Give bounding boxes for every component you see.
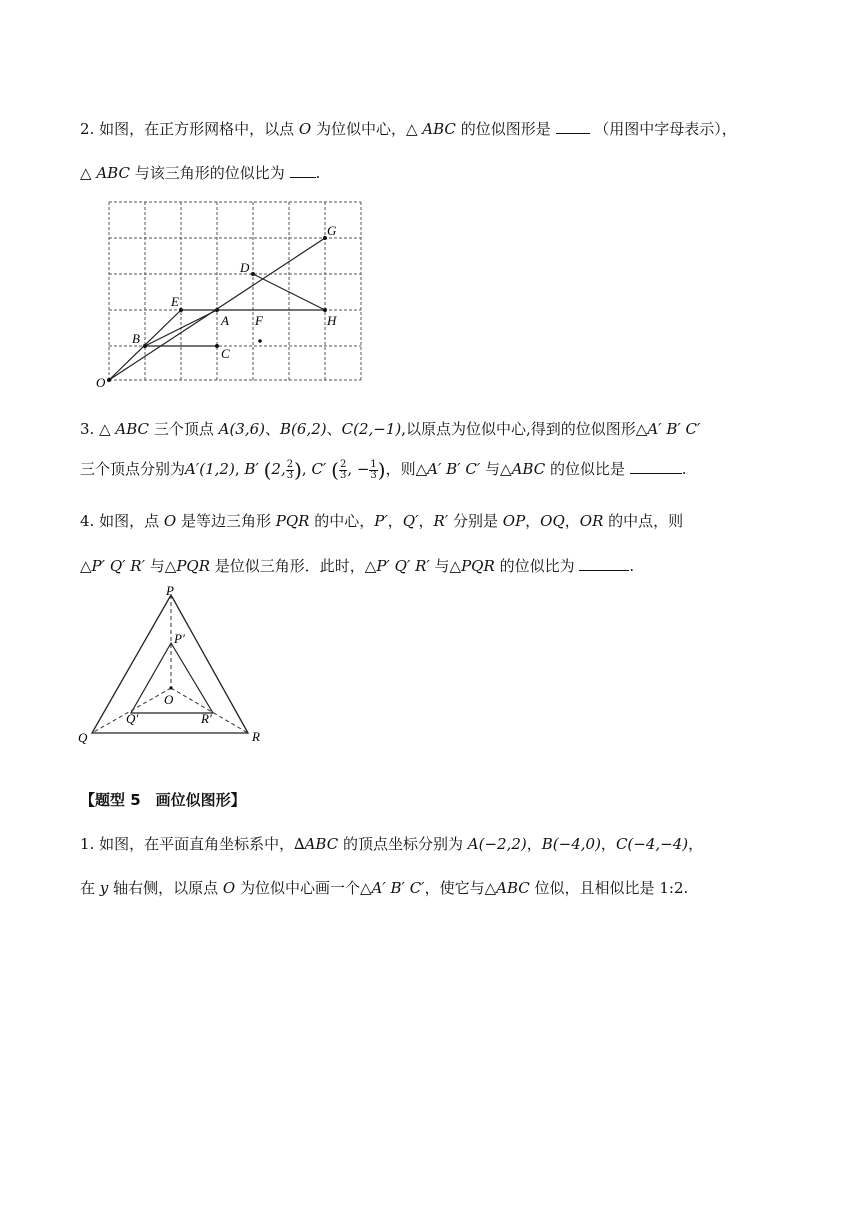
q2-line-1: 2. 如图，在正方形网格中，以点 O 为位似中心，△ ABC 的位似图形是 （用图中字母表示）， [80,120,737,138]
q2-line-2: △ ABC 与该三角形的位似比为 . [80,164,321,182]
answer-blank[interactable] [556,119,590,134]
label-Q: Q [78,730,88,745]
label-O: O [96,375,106,390]
label-C: C [221,346,230,361]
q4-line-1: 4. 如图，点 O 是等边三角形 PQR 的中心，P′，Q′，R′ 分别是 OP，OQ，OR 的中点，则 [80,512,684,530]
label-R-prime: R′ [201,711,212,726]
label-P: P [166,583,174,598]
section-heading: 【题型 5 画位似图形】 [80,791,246,809]
center-segments [92,595,248,733]
grid-lines [109,202,361,380]
fraction: $\frac{2}{3}$ [286,458,294,481]
label-A: A [221,313,229,328]
answer-blank[interactable] [290,163,316,178]
fraction: $\frac{1}{3}$ [370,458,377,481]
answer-blank[interactable] [630,459,682,474]
t5-line-1: 1. 如图，在平面直角坐标系中，∆ABC 的顶点坐标分别为 A(−2,2)，B(−4,0)，C(−4,−4)， [80,835,704,853]
grid-figure [95,195,375,390]
fraction: $\frac{2}{3}$ [339,458,347,481]
label-O: O [164,692,174,707]
label-R: R [252,729,260,744]
t5-line-2: 在 y 轴右侧，以原点 O 为位似中心画一个△A′ B′ C′，使它与△ABC 位似，且相似比是 1:2. [80,879,689,897]
label-G: G [327,223,337,238]
label-Q-prime: Q′ [126,711,139,726]
triangle-PQR [92,595,248,733]
label-H: H [327,313,337,328]
q4-line-2: △P′ Q′ R′ 与△PQR 是位似三角形．此时，△P′ Q′ R′ 与△PQR 的位似比为 . [80,557,635,575]
center-point [169,686,172,689]
label-E: E [171,294,179,309]
label-P-prime: P′ [174,631,185,646]
q3-line-2: 三个顶点分别为A′(1,2), B′ (2, $\frac{2}{3}$ ), C′ ( $\frac{2}{3}$ , − $\frac{1}{3}$ )，则△A′ B′ C′ 与△ABC 的位似比是 . [80,458,687,482]
label-D: D [240,260,250,275]
label-B: B [132,331,140,346]
label-F: F [255,313,263,328]
triangle-figure [75,585,275,745]
answer-blank[interactable] [579,556,629,571]
q3-line-1: 3. △ ABC 三个顶点 A(3,6)、B(6,2)、C(2,−1),以原点为位似中心,得到的位似图形△A′ B′ C′ [80,420,701,438]
